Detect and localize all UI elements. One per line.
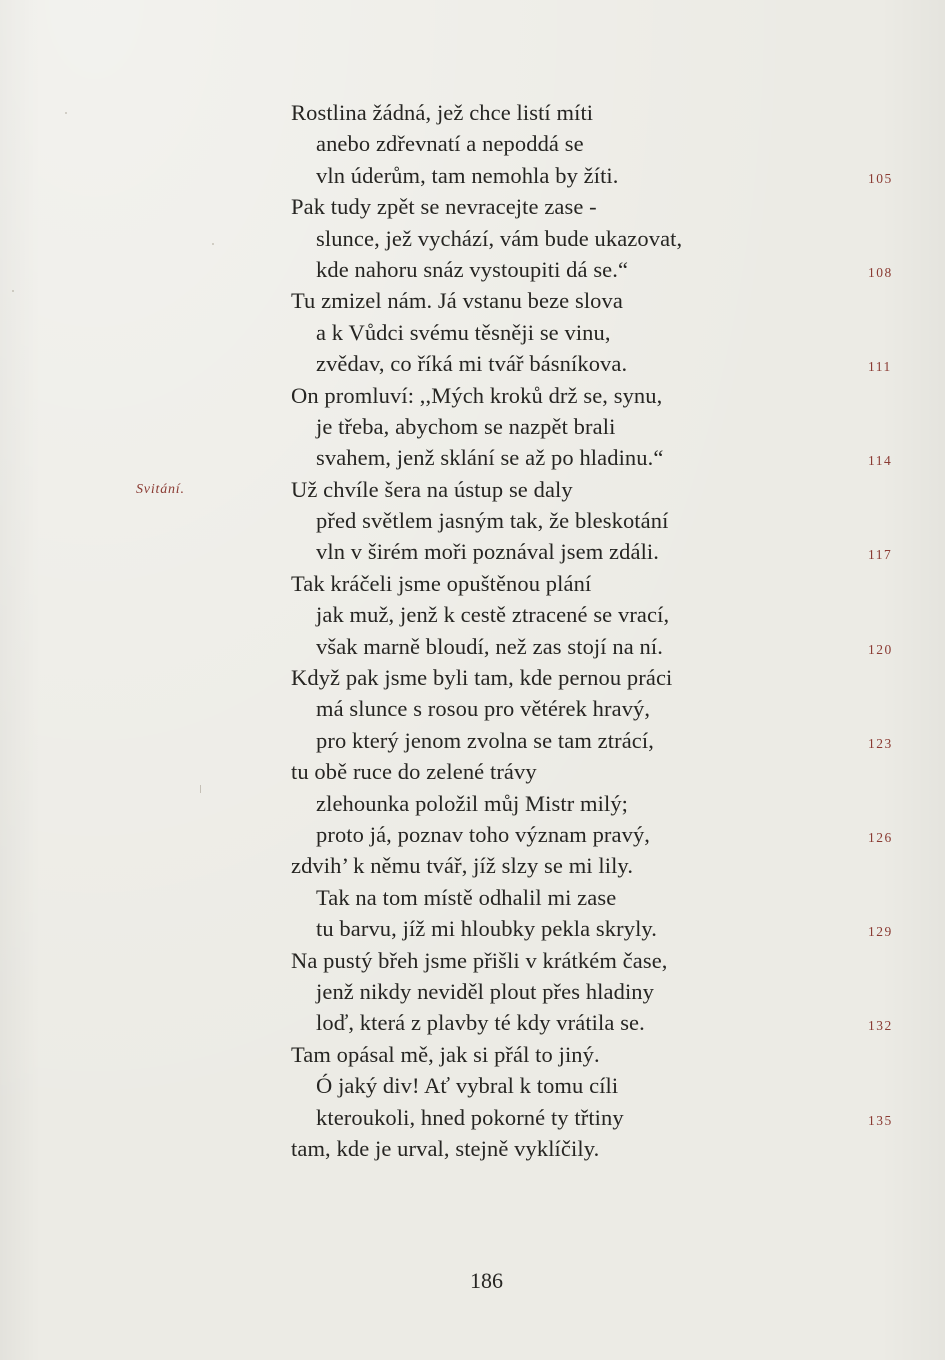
verse-text: slunce, jež vychází, vám bude ukazovat, [316, 225, 683, 251]
verse-line [291, 505, 831, 536]
line-number: 126 [868, 829, 893, 845]
verse-line [291, 536, 893, 567]
verse-text: On promluví: ,,Mých kroků drž se, synu, [291, 382, 663, 408]
verse-line [291, 568, 831, 599]
verse-line [291, 380, 831, 411]
verse-text: a k Vůdci svému těsněji se vinu, [316, 319, 611, 345]
verse-text: kteroukoli, hned pokorné ty třtiny [316, 1104, 624, 1130]
verse-line [291, 913, 893, 944]
verse-line [291, 1102, 893, 1133]
verse-text: zvědav, co říká mi tvář básníkova. [316, 351, 628, 377]
verse-text: zdvih’ k němu tvář, jíž slzy se mi lily. [291, 853, 634, 879]
verse-line [291, 1070, 831, 1101]
verse-text: Pak tudy zpět se nevracejte zase - [291, 194, 597, 220]
paper-speck [12, 290, 14, 292]
verse-line [291, 317, 831, 348]
verse-text: Na pustý břeh jsme přišli v krátkém čase, [291, 947, 668, 973]
verse-line [291, 411, 831, 442]
verse-line [291, 788, 831, 819]
line-number: 117 [868, 547, 893, 563]
verse-line [291, 160, 893, 191]
verse-line [291, 662, 831, 693]
verse-line [291, 1007, 893, 1038]
verse-text: Rostlina žádná, jež chce listí míti [291, 100, 594, 125]
verse-line [291, 442, 893, 473]
line-number: 108 [868, 264, 893, 280]
verse-text: svahem, jenž sklání se až po hladinu.“ [316, 445, 664, 471]
verse-line [291, 285, 831, 316]
verse-line [291, 223, 831, 254]
verse-text: loď, která z plavby té kdy vrátila se. [316, 1010, 645, 1036]
verse-text: Tu zmizel nám. Já vstanu beze slova [291, 288, 623, 314]
verse-text: vln úderům, tam nemohla by žíti. [316, 162, 619, 188]
verse-line [291, 756, 831, 787]
verse-line [291, 1039, 831, 1070]
verse-line [291, 348, 892, 379]
verse-line [291, 725, 893, 756]
verse-line [291, 97, 831, 128]
verse-text: Ó jaký div! Ať vybral k tomu cíli [316, 1073, 619, 1099]
paper-speck [212, 243, 214, 245]
verse-text: jenž nikdy neviděl plout přes hladiny [316, 978, 655, 1004]
verse-line [291, 191, 831, 222]
verse-line [291, 882, 831, 913]
line-number: 114 [868, 453, 893, 469]
verse-text: tu obě ruce do zelené trávy [291, 759, 537, 785]
verse-text: je třeba, abychom se nazpět brali [316, 413, 616, 439]
verse-text: před světlem jasným tak, že bleskotání [316, 508, 669, 534]
verse-line [291, 976, 831, 1007]
verse-line [291, 128, 831, 159]
line-number: 111 [868, 359, 892, 375]
verse-block [291, 97, 893, 1164]
verse-line [291, 693, 831, 724]
verse-line [291, 599, 831, 630]
line-number: 105 [868, 170, 893, 186]
verse-line [291, 850, 831, 881]
verse-text: pro který jenom zvolna se tam ztrácí, [316, 727, 654, 753]
verse-text: Tak kráčeli jsme opuštěnou plání [291, 570, 592, 596]
verse-text: má slunce s rosou pro větérek hravý, [316, 696, 651, 722]
verse-line [291, 819, 893, 850]
verse-text: tam, kde je urval, stejně vyklíčily. [291, 1135, 600, 1161]
verse-text: zlehounka položil můj Mistr milý; [316, 790, 629, 816]
margin-note: Svitání. [136, 482, 185, 497]
line-number: 120 [868, 641, 893, 657]
verse-text: Tak na tom místě odhalil mi zase [316, 884, 617, 910]
verse-text: vln v širém moři poznával jsem zdáli. [316, 539, 659, 565]
verse-text: Když pak jsme byli tam, kde pernou práci [291, 665, 673, 691]
line-number: 132 [868, 1018, 893, 1034]
verse-line [291, 631, 893, 662]
verse-line [291, 474, 831, 505]
verse-text: Tam opásal mě, jak si přál to jiný. [291, 1041, 600, 1067]
verse-text: Už chvíle šera na ústup se daly [291, 476, 573, 502]
verse-line [291, 945, 831, 976]
line-number: 129 [868, 924, 893, 940]
line-number: 123 [868, 735, 893, 751]
verse-text: tu barvu, jíž mi hloubky pekla skryly. [316, 916, 658, 942]
verse-text: anebo zdřevnatí a nepoddá se [316, 131, 584, 157]
paper-speck [65, 112, 67, 114]
line-number: 135 [868, 1112, 893, 1128]
verse-text: proto já, poznav toho význam pravý, [316, 821, 651, 847]
verse-line [291, 1133, 831, 1164]
verse-text: jak muž, jenž k cestě ztracené se vrací, [316, 602, 670, 628]
verse-text: však marně bloudí, než zas stojí na ní. [316, 633, 663, 659]
verse-text: kde nahoru snáz vystoupiti dá se.“ [316, 256, 629, 282]
verse-line [291, 254, 893, 285]
paper-speck [200, 785, 201, 793]
page-number: 186 [470, 1268, 503, 1293]
